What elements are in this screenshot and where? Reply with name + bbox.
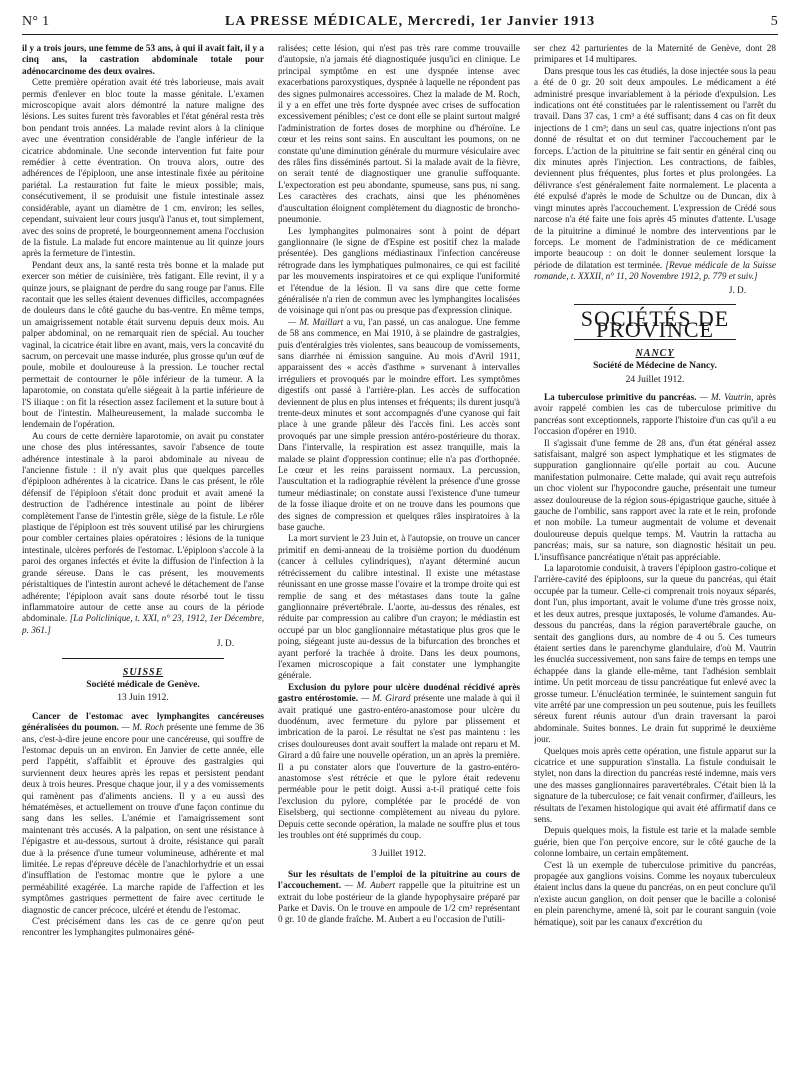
column-1 xyxy=(22,43,264,1079)
issue-number: N° 1 xyxy=(22,14,50,29)
paragraph: La laparotomie conduisit, à travers l'épiploon gastro-colique et l'arrière-cavité des épiploons, sur la queue du pancréas, qui était occupée par la tumeur. Celle-ci comprenait trois noyaux séparés, dont l'un, plus important, avait le volume d'une très grosse noix, et les deux autres, presque juxtaposés, le volume d'amandes. Au-dessous du pancréas, dans la région paravertébrale gauche, on sentait des ganglions durs, au nombre de 4 ou 5. Ces tumeurs étaient serties dans le parenchyme glandulaire, d'où M. Vautrin les énucléa successivement, non sans faire de temps en temps une échappée dans la glande elle-même, tant l'adhésion semblait intime. Un petit morceau de tissu pancréatique fut enlevé avec la grosse tumeur. L'énucléation terminée, le suintement sanguin fut vite arrêté par une compression un peu soutenue, puis les feuillets séreux furent réunis autour d'un drain traversant la paroi abdominale. Suites bonnes. Le drain fut supprimé le deuxième jour. xyxy=(534,563,776,745)
column-2 xyxy=(278,43,520,1079)
paragraph-text: Dans presque tous les cas étudiés, la dose injectée sous la peau a été de 0 gr. 20 soit deux ampoules. Le médicament a été administré presque invariablement à la période d'expulsion. Les indications ont été constituées par le ralentissement ou l'arrêt du travail. Dans 37 cas, 1 cm³ a été suffisant; dans 4 cas on fit deux injections de 1 cm³; dans un seul cas, quatre injections n'ont pas donné de résultat et on dut terminer l'accouchement par le forceps. L'action de la pituitrine se fait sentir en général cinq ou dix minutes après l'injection. Les contractions, de faibles, deviennent plus fréquentes, plus fortes et plus prolongées. La délivrance s'est généralement faite normalement. Le placenta a été expulsé d'après le mode de Schultze ou de Duncan, dix à vingt minutes après l'accouchement. L'expression de Crédé sous narcose n'a été faite une fois après 45 minutes d'attente. L'usage de la pituitrine a diminué le nombre des interventions par le forceps. Le moment de l'administration de ce médicament importe beaucoup : on doit le donner seulement lorsque la période de dilatation est terminée. xyxy=(534,65,776,270)
paragraph: ser chez 42 parturientes de la Maternité de Genève, dont 28 primipares et 14 multipares. xyxy=(534,43,776,65)
session-date: 24 Juillet 1912. xyxy=(625,374,685,385)
paragraph: C'est précisément dans les cas de ce genre qu'on peut rencontrer les lymphangites pulmonaires géné- xyxy=(22,916,264,938)
paragraph: Il s'agissait d'une femme de 28 ans, d'un état général assez satisfaisant, malgré son aspect lymphatique et les stigmates de suppuration ganglionnaire qu'elle portait au cou. Aucune manifestation pulmonaire. Cette malade, qui avait reçu autrefois un choc violent sur l'hypocondre gauche, présentait une tumeur assez douloureuse de la région sous-épigastrique gauche, située à gauche de l'ombilic, sans rapport avec la rate et le rein, profonde et non mobile. La tumeur augmentait de volume et devenait douloureuse depuis quelque temps. M. Vautrin la rattacha au pancréas; mais, sur sa nature, son diagnostic hésitait un peu. L'insuffisance pancréatique n'était pas appréciable. xyxy=(534,437,776,562)
journal-title: LA PRESSE MÉDICALE, Mercredi, 1er Janvier 1913 xyxy=(225,14,596,29)
paragraph xyxy=(278,317,520,534)
paragraph xyxy=(22,711,264,916)
author: — M. Girard xyxy=(361,693,411,704)
article-title: Exclusion du pylore pour ulcère duodénal récidivé après gastro entérostomie. xyxy=(278,681,520,704)
paragraph: ralisées; cette lésion, qui n'est pas très rare comme trouvaille d'autopsie, n'a jamais été diagnostiquée jusqu'ici en clinique. Le principal symptôme en est une dyspnée intense avec exacerbations paroxystiques, dyspnée à laquelle ne répondent pas des signes pulmonaires accessoires. Chez la malade de M. Roch, il y a en effet une très forte dyspnée avec crises de suffocation excessivement pénibles; c'est ce dont elle se plaint surtout malgré l'administration de fortes doses de morphine ou d'héroïne. Le cœur et les reins sont sains. En auscultant les poumons, on ne constate qu'une diminution générale du murmure vésiculaire avec des râles fins disséminés partout. Si la malade avait de la fièvre, on serait tenté de diagnostiquer une granulie suffoquante. L'expectoration est peu abondante, spumeuse, sans pus, ni sang. Les caractères des crachats, ainsi que les phénomènes d'auscultation éloignent complètement du diagnostic de broncho-pneumonie. xyxy=(278,43,520,225)
session-date: 3 Juillet 1912. xyxy=(371,849,427,860)
paragraph-text: a vu, l'an passé, un cas analogue. Une femme de 58 ans commence, en Mai 1910, à se plaindre de gastralgies, puis d'entéralgies très violentes, sans beaucoup de vomissements, sans diarrhée ni émission sanguine. Au mois d'Avril 1911, apparaissent des « accès d'asthme » survenant à intervalles irréguliers et provoqués par le moindre effort. Les symptômes digestifs ont passé à l'arrière-plan. Les accès de suffocation deviennent de plus en plus intenses et fréquents; ils durent jusqu'à trente-deux minutes et sont accompagnés d'une cyanose qui fait place à une grande pâleur dès l'accès fini. Les accès sont provoqués par une simple pression antéro-postérieure du thorax. Dans l'intervalle, la respiration est assez tranquille, mais la malade se plaint d'oppression continue; elle n'a pas d'orthopnée. Le cœur et les reins paraissent normaux. La percussion, l'auscultation et la radiographie révèlent la présence d'une grosse tumeur médiastinale; on constate aussi l'existence d'une tumeur de la fosse iliaque droite et on ne trouve dans les poumons que des signes de compression et quelques râles inspiratoires à la base gauche. xyxy=(278,316,520,533)
column-3 xyxy=(534,43,776,1079)
paragraph: Pendant deux ans, la santé resta très bonne et la malade put exercer son métier de cuisinière, très fatigant. Elle revint, il y a quinze jours, se plaignant de perdre du sang rouge par l'anus. Elle racontait que les selles étaient devenues difficiles, accompagnées de douleurs dans le côté gauche du bas-ventre. En même temps, un amaigrissement notable était survenu depuis deux mois. Au palper abdominal, on ne remarquait rien de spécial. Au toucher vaginal, la cicatrice était libre en avant, mais, vers la concavité du sacrum, on percevait une masse indurée, plus grosse qu'un œuf de poule, mobile et douloureuse à la pression. Le toucher rectal permettait de contourner le pôle inférieur de la tumeur. A la laparotomie, on constata qu'elle siégeait à la partie inférieure de l'S iliaque : on fit la résection assez facilement et la suture bout à bout de l'intestin. Malheureusement, la malade succomba le lendemain de l'opération. xyxy=(22,259,264,430)
article-title: Sur les résultats de l'emploi de la pituitrine au cours de l'accouchement. xyxy=(278,868,520,891)
article-title: Cancer de l'estomac avec lymphangites cancéreuses généralisées du poumon. xyxy=(22,710,264,733)
society-name: Société médicale de Genève. xyxy=(86,679,200,690)
page-number: 5 xyxy=(770,14,778,29)
paragraph xyxy=(278,869,520,926)
paragraph xyxy=(534,392,776,438)
author: — M. Aubert xyxy=(344,880,396,891)
society-name: Société de Médecine de Nancy. xyxy=(593,361,717,372)
divider xyxy=(62,658,224,659)
author: — M. Vautrin, xyxy=(699,391,754,402)
paragraph: Quelques mois après cette opération, une fistule apparut sur la cicatrice et une suppuration s'installa. La fistule conduisait le stylet, non dans la direction du pancréas resté indemne, mais vers une des masses ganglionnaires paravertébrales. C'était bien là la signature de la tuberculose; ce fait venait confirmer, d'ailleurs, les résultats de l'examen histologique qui avait été affirmatif dans ce sens. xyxy=(534,745,776,824)
page-header xyxy=(22,14,778,35)
paragraph-text: présente une malade à qui il avait pratiqué une gastro-entéro-anastomose pour ulcère du duodénum, avec fermeture du pylore par plissement et imbrication de la paroi. Le résultat ne s'est pas maintenu : les crises douloureuses dont avait souffert la malade ont reparu et M. Girard a dû faire une nouvelle opération, un an après la première. Il a pu constater alors que l'ouverture de la gastro-entéro-anastomose s'est rétrécie et que le pylore était redevenu perméable pour le petit doigt. Aussi a-t-il pratiqué cette fois l'exclusion du pylore, complétée par le procédé de von Eiselsberg, qui sectionne complètement au niveau du pylore. Depuis cette seconde opération, la malade ne souffre plus et tous les troubles ont été supprimés du coup. xyxy=(278,693,520,841)
signature: J. D. xyxy=(216,638,234,649)
section-heading: SUISSE xyxy=(122,666,164,678)
paragraph-text: après avoir rappelé combien les cas de tuberculose primitive du pancréas sont exceptionnels, rapporte l'histoire d'un cas qu'il a eu l'occasion d'opérer en 1910. xyxy=(534,391,776,437)
paragraph xyxy=(22,431,264,636)
signature: J. D. xyxy=(728,284,746,295)
article-title: La tuberculose primitive du pancréas. xyxy=(544,391,697,402)
city-heading: NANCY xyxy=(635,347,675,359)
reference: [La Policlinique, t. XXI, n° 23, 1912, 1er Décembre, p. 361.] xyxy=(22,613,264,635)
author: — M. Roch xyxy=(121,722,164,733)
session-date: 13 Juin 1912. xyxy=(117,693,169,704)
reference: [Revue médicale de la Suisse romande, t. XXXII, n° 11, 20 Novembre 1912, p. 779 et suiv.] xyxy=(534,259,776,282)
paragraph: Depuis quelques mois, la fistule est tarie et la malade semble guérie, bien que l'on perçoive encore, sur le côté gauche de la colonne lombaire, un certain empâtement. xyxy=(534,825,776,859)
paragraph: Les lymphangites pulmonaires sont à point de départ ganglionnaire (le signe de d'Espine est positif chez la malade présentée). Des ganglions médiastinaux l'infection cancéreuse rétrograde dans les lymphatiques pulmonaires, ce qui est facilité par les mouvements inspiratoires et ce qui explique l'uniformité et l'étendue de la lésion. Il va sans dire que cette forme généralisée n'a rien de commun avec les lymphangites localisées de voisinage qui n'ont pas ou presque pas d'expression clinique. xyxy=(278,225,520,316)
paragraph-text: Au cours de cette dernière laparotomie, on avait pu constater une chose des plus intéressantes, savoir l'absence de toute adhérence intestinale à la paroi abdominale au niveau de l'ancienne fistule : il n'y avait plus que quelques parcelles d'épiploon adhérentes à la cicatrice. Dans le cas présent, le rôle défensif de l'épiploon s'était donc produit et avait amené la destruction de l'adhérence intestinale au point de libérer complètement l'anse de l'intestin grêle, siège de la fistule. Le rôle plastique de l'épiploon est très souvent utilisé par les chirurgiens pour combler certaines plaies opératoires : lésions de la tunique intestinale, ulcères perforés de l'estomac. L'épiploon s'accole à la paroi des organes infectés et évite la diffusion de l'infection à la grande séreuse. Dans le cas présent, les mouvements péristaltiques de l'intestin auront achevé le détachement de l'anse adhérente; l'épiploon avait sans doute résorbé tout le tissu inflammatoire autour de cette anse au cours de la période abdominale. xyxy=(22,430,264,624)
paragraph: C'est là un exemple de tuberculose primitive du pancréas, propagée aux ganglions voisins. Comme les noyaux tuberculeux étaient inclus dans la queue du pancréas, on en peut conclure qu'il n'existe aucun ganglion, on doit penser que le bacille a colonisé en plein parenchyme, amené là, soit par le courant sanguin (voie hématique), soit par les canaux d'excrétion du xyxy=(534,859,776,927)
section-heading: SOCIÉTÉS DE PROVINCE xyxy=(580,305,730,343)
paragraph xyxy=(534,66,776,283)
divider xyxy=(574,304,736,305)
paragraph: il y a trois jours, une femme de 53 ans, à qui il avait fait, il y a cinq ans, la castration abdominale totale pour adénocarcinome des deux ovaires. xyxy=(22,43,264,76)
paragraph-text: présente une femme de 36 ans, c'est-à-dire jeune encore pour une cancéreuse, qui souffre de l'estomac depuis un an environ. En Janvier de cette année, elle perd l'appétit, s'affaiblit et éprouve des gastralgies qui surviennent deux heures après les repas et persistent pendant deux à trois heures. Presque chaque jour, il y a des vomissements qui ramènent pas d'aliments anciens. Il y a eu aussi des hématémèses, et actuellement on trouve d'une façon continue du sang dans les selles. L'anémie et l'amaigrissement sont maintenant très accusés. A la palpation, on sent une résistance à l'épigastre et au-dessous, surtout à droite, résistance qui paraît due à la présence d'une tumeur volumineuse, adhérente et mal limitée. Le repas d'épreuve décèle de l'anachlorhydrie et un essai d'insufflation de l'estomac montre que le pylore a une perméabilité exagérée. La marche rapide de l'affection et les symptômes gastriques permettent de faire avec certitude le diagnostic de cancer précoce, ulcéré et étendu de l'estomac. xyxy=(22,722,264,915)
paragraph xyxy=(278,682,520,842)
paragraph: Cette première opération avait été très laborieuse, mais avait permis d'enlever en bloc toute la masse génitale. L'examen microscopique avait alors démontré la nature maligne des lésions. Les suites furent très favorables et l'état général resta très bon pendant trois années. La malade revint alors à la clinique avec une éventration considérable de l'angle inférieur de la cicatrice abdominale. Une seconde intervention fut faite pour remédier à cette éventration. On trouva alors, outre des adhérences de l'épiploon, une anse intestinale fixée au péritoine pariétal. La restauration fut faite le mieux possible; mais, consécutivement, il se produisit une fistule intestinale assez considérable, ayant un diamètre de 1 cm. environ; les selles, cependant, suivaient leur cours jusqu'à l'anus et, tout simplement, avec des soins de propreté, le bourgeonnement amena l'occlusion de la fistule. La malade fut encore maintenue au lit quinze jours après la fermeture de l'intestin. xyxy=(22,77,264,259)
paragraph-text: rappelle que la pituitrine est un extrait du lobe postérieur de la glande hypophysaire préparé par Parke et Davis. On le trouve en ampoule de 1/2 cm³ représentant 0 gr. 10 de glande fraîche. M. Aubert a eu l'occasion de l'utili- xyxy=(278,880,520,925)
paragraph: La mort survient le 23 Juin et, à l'autopsie, on trouve un cancer primitif en demi-anneau de la troisième portion du duodénum (cancer à cellules cylindriques), n'ayant déterminé aucun rétrécissement du calibre intestinal. Il existe une métastase réunissant en une grosse masse l'ovaire et la trompe droite qui est remplie de sang et des métastases dans toute la gaîne ganglionnaire prévertébrale. L'aorte, au-dessus des rénales, est réduite par compression au calibre d'un crayon; le médiastin est occupé par un bloc ganglionnaire métastatique plus gros que le poing, siégeant juste au-dessus de la bifurcation des bronches et ayant perforé la trachée à droite. Dans les deux poumons, l'examen microscopique a fait constater une lymphangite générale. xyxy=(278,533,520,681)
author: — M. Maillart xyxy=(288,316,344,327)
